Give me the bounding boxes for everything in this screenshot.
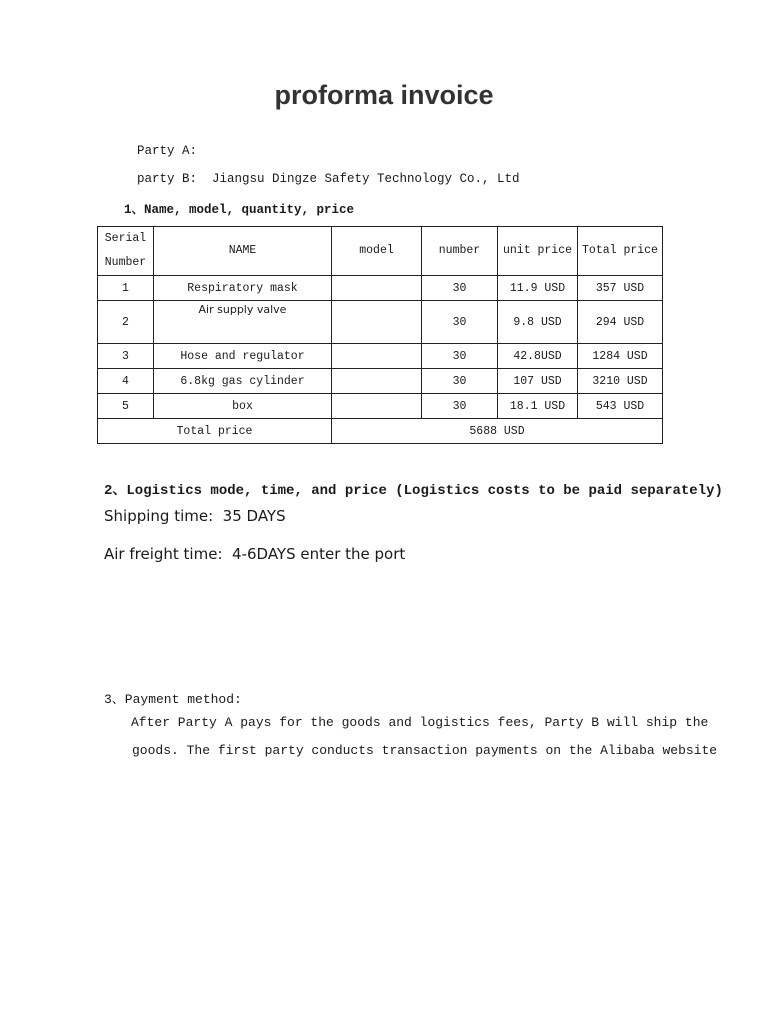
cell-name: Respiratory mask [154, 276, 332, 301]
cell-serial: 4 [98, 369, 154, 394]
cell-number: 30 [422, 276, 498, 301]
shipping-time: Shipping time: 35 DAYS [104, 507, 286, 525]
header-unit-price: unit price [498, 227, 578, 276]
cell-total-price: 1284 USD [578, 344, 663, 369]
cell-number: 30 [422, 369, 498, 394]
cell-name: box [154, 394, 332, 419]
air-freight-time: Air freight time: 4-6DAYS enter the port [104, 545, 406, 563]
section-1-heading: 1、Name, model, quantity, price [124, 203, 355, 217]
table-row [98, 301, 663, 344]
cell-unit-price: 18.1 USD [498, 394, 578, 419]
section-2-heading: 2、Logistics mode, time, and price (Logistics costs to be paid separately) [104, 483, 723, 499]
cell-name [154, 301, 332, 344]
table-header-row [98, 227, 663, 276]
header-serial-number [98, 227, 154, 276]
table-row [98, 276, 663, 301]
document-title: proforma invoice [274, 80, 494, 110]
cell-name-text: Air supply valve [198, 303, 287, 316]
cell-number: 30 [422, 301, 498, 344]
invoice-table [97, 226, 663, 444]
table-row [98, 344, 663, 369]
cell-name: Hose and regulator [154, 344, 332, 369]
header-serial-line1: Serial [104, 232, 147, 245]
header-name: NAME [154, 227, 332, 276]
header-serial-line2: Number [104, 256, 147, 269]
total-label: Total price [98, 419, 332, 444]
payment-text-line2: goods. The first party conducts transaction payments on the Alibaba website [132, 743, 718, 758]
cell-total-price: 357 USD [578, 276, 663, 301]
header-total-price: Total price [578, 227, 663, 276]
party-b-line: party B: Jiangsu Dingze Safety Technology Co., Ltd [137, 172, 520, 186]
cell-serial: 1 [98, 276, 154, 301]
cell-unit-price: 9.8 USD [498, 301, 578, 344]
cell-unit-price: 107 USD [498, 369, 578, 394]
header-model: model [332, 227, 422, 276]
party-a-line: Party A: [137, 144, 198, 158]
cell-name: 6.8kg gas cylinder [154, 369, 332, 394]
cell-model [332, 301, 422, 344]
table-total-row [98, 419, 663, 444]
cell-unit-price: 42.8USD [498, 344, 578, 369]
cell-model [332, 394, 422, 419]
cell-number: 30 [422, 394, 498, 419]
cell-total-price: 543 USD [578, 394, 663, 419]
total-value: 5688 USD [332, 419, 663, 444]
cell-model [332, 344, 422, 369]
header-number: number [422, 227, 498, 276]
cell-number: 30 [422, 344, 498, 369]
cell-serial: 5 [98, 394, 154, 419]
cell-model [332, 276, 422, 301]
cell-serial: 2 [98, 301, 154, 344]
cell-total-price: 3210 USD [578, 369, 663, 394]
section-3-heading: 3、Payment method: [104, 692, 242, 707]
cell-serial: 3 [98, 344, 154, 369]
cell-unit-price: 11.9 USD [498, 276, 578, 301]
cell-total-price: 294 USD [578, 301, 663, 344]
cell-model [332, 369, 422, 394]
table-row [98, 369, 663, 394]
payment-text-line1: After Party A pays for the goods and logistics fees, Party B will ship the [131, 715, 709, 730]
table-row [98, 394, 663, 419]
